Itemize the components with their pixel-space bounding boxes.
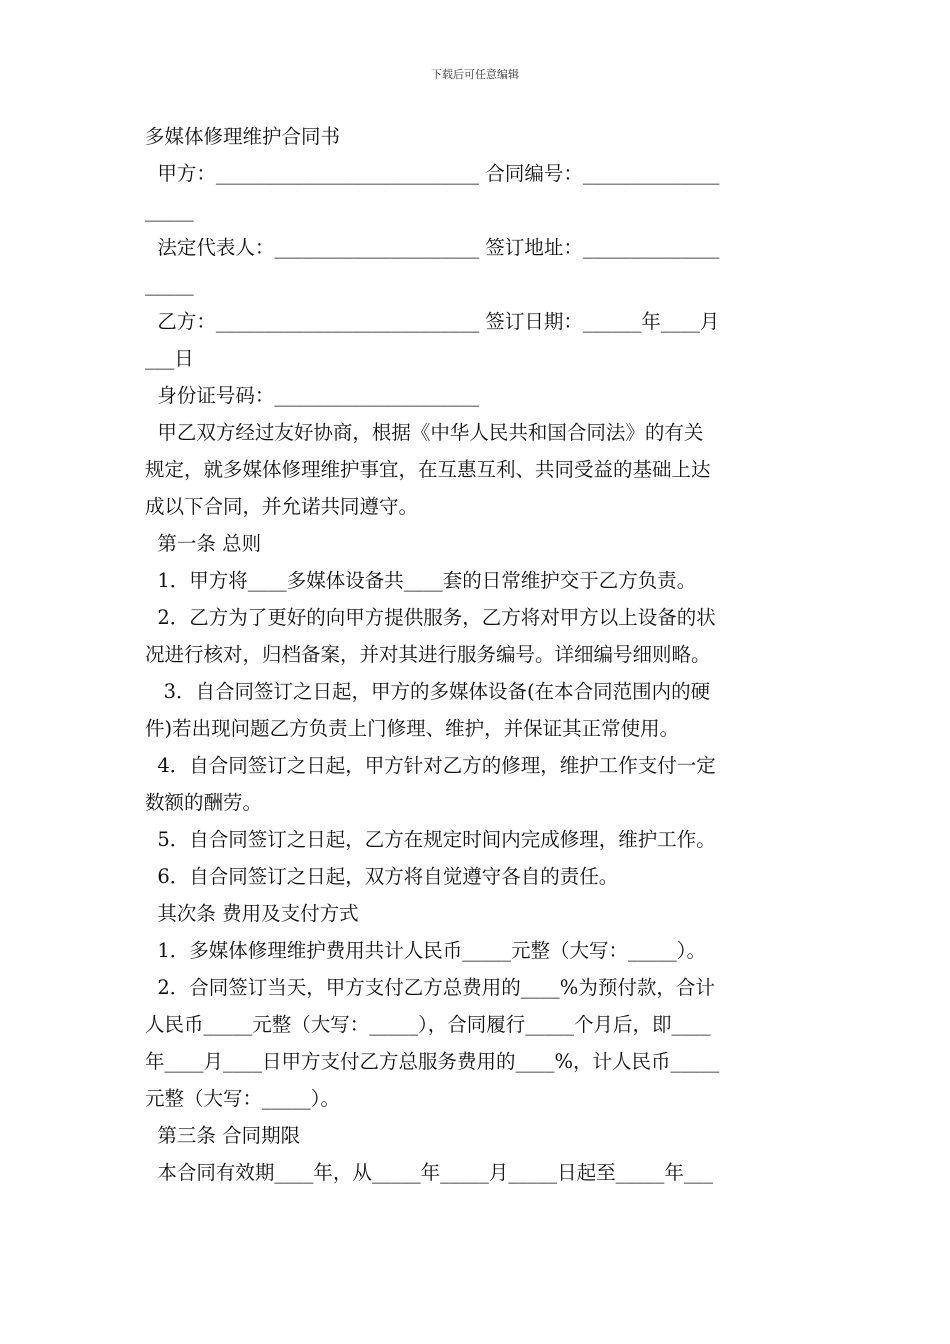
header-note: 下载后可任意编辑 (431, 68, 519, 81)
clause-line: 件)若出现问题乙方负责上门修理、维护，并保证其正常使用。 (145, 717, 680, 740)
preamble-line: 甲乙双方经过友好协商，根据《中华人民共和国合同法》的有关 (145, 421, 704, 444)
signing-place-continuation: _____ (145, 273, 194, 296)
contract-title: 多媒体修理维护合同书 (145, 125, 341, 148)
clause-line: 6．自合同签订之日起，双方将自觉遵守各自的责任。 (145, 865, 619, 888)
preamble-line: 规定，就多媒体修理维护事宜，在互惠互利、共同受益的基础上达 (145, 458, 711, 481)
clause-line: 3．自合同签订之日起，甲方的多媒体设备(在本合同范围内的硬 (145, 680, 711, 703)
party-b-line: 乙方：___________________________ 签订日期：______年____月 (145, 310, 720, 333)
clause-line: 1．甲方将____多媒体设备共____套的日常维护交于乙方负责。 (145, 569, 697, 592)
clause-line: 数额的酬劳。 (145, 791, 263, 814)
preamble-line: 成以下合同，并允诺共同遵守。 (145, 495, 419, 518)
clause-line: 年____月____日甲方支付乙方总服务费用的____%，计人民币_____ (145, 1050, 720, 1073)
clause-line: 本合同有效期____年，从_____年_____月_____日起至_____年___ (145, 1161, 714, 1184)
article-heading: 其次条 费用及支付方式 (145, 902, 359, 925)
clause-line: 4．自合同签订之日起，甲方针对乙方的修理，维护工作支付一定 (145, 754, 716, 777)
contract-number-continuation: _____ (145, 199, 194, 222)
article-heading: 第一条 总则 (145, 532, 262, 555)
contract-body (145, 118, 807, 1191)
clause-line: 元整（大写：_____）。 (145, 1087, 341, 1110)
article-heading: 第三条 合同期限 (145, 1124, 301, 1147)
id-number-line: 身份证号码：_____________________ (145, 384, 480, 407)
party-a-line: 甲方：___________________________ 合同编号：______________ (145, 162, 720, 185)
clause-line: 1．多媒体修理维护费用共计人民币_____元整（大写：_____）。 (145, 939, 707, 962)
legal-representative-line: 法定代表人：_____________________ 签订地址：______________ (145, 236, 720, 259)
clause-line: 2．合同签订当天，甲方支付乙方总费用的____%为预付款，合计 (145, 976, 715, 999)
clause-line: 况进行核对，归档备案，并对其进行服务编号。详细编号细则略。 (145, 643, 711, 666)
clause-line: 2．乙方为了更好的向甲方提供服务，乙方将对甲方以上设备的状 (145, 606, 716, 629)
signing-date-continuation: ___日 (145, 347, 194, 370)
clause-line: 人民币_____元整（大写：_____），合同履行_____个月后，即____ (145, 1013, 711, 1036)
clause-line: 5．自合同签订之日起，乙方在规定时间内完成修理，维护工作。 (145, 828, 716, 851)
